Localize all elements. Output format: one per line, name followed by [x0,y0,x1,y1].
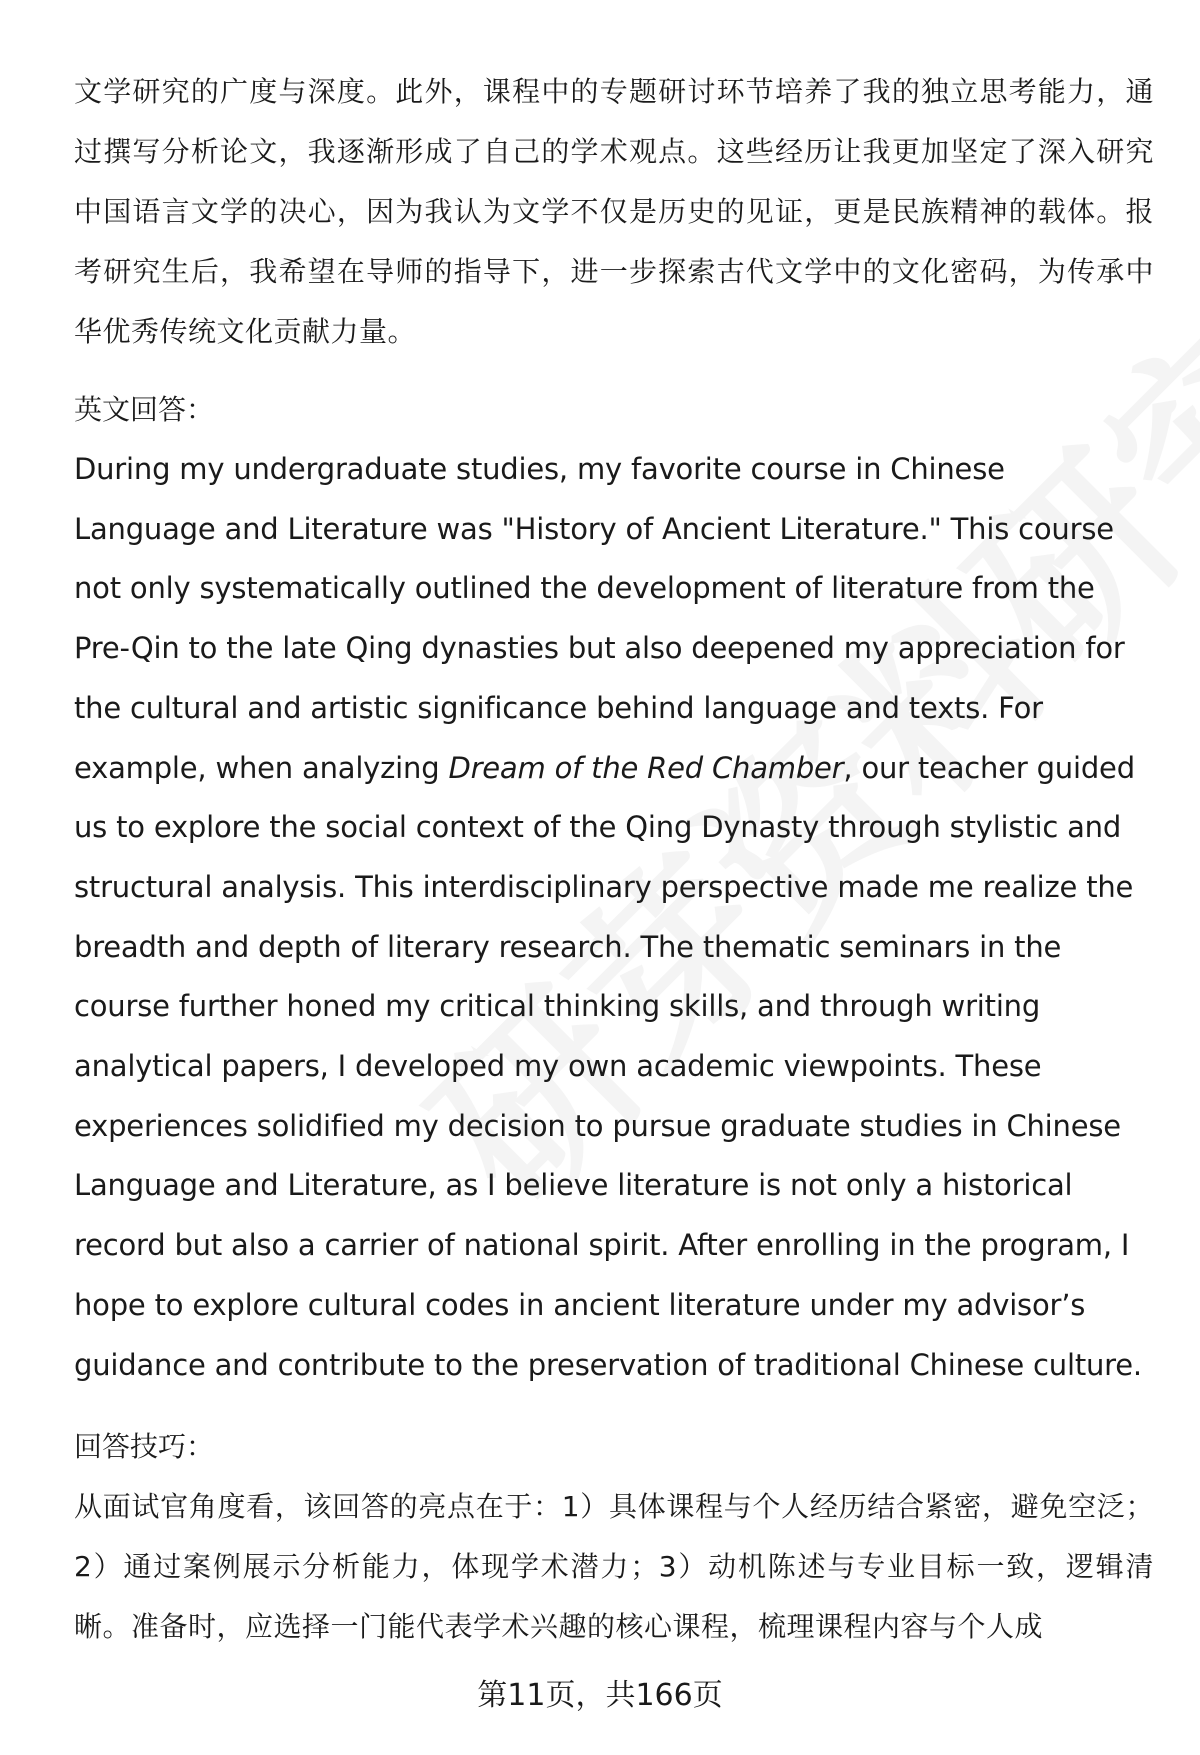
english-answer-paragraph [74,440,1154,1395]
document-page [74,62,1154,1657]
tips-label: 回答技巧： [74,1430,215,1464]
tips-paragraph: 从面试官角度看，该回答的亮点在于：1）具体课程与个人经历结合紧密，避免空泛；2）通过案例展示分析能力，体现学术潜力；3）动机陈述与专业目标一致，逻辑清晰。准备时，应选择一门能代表学术兴趣的核心课程，梳理课程内容与个人成 [74,1490,1154,1644]
page-number-footer: 第11页，共166页 [477,1678,723,1713]
spacer [74,362,1154,380]
spacer [74,1395,1154,1417]
english-text-part-2: , our teacher guided us to explore the social context of the Qing Dynasty through stylistic and structural analysis. This interdisciplinary perspective made me realize the breadth and depth of literary research. The thematic seminars in the course further honed my critical thinking skills, and through writing analytical papers, I developed my own academic viewpoints. These experiences solidified my decision to pursue graduate studies in Chinese Language and Literature, as I believe literature is not only a historical record but also a carrier of national spirit. After enrolling in the program, I hope to explore cultural codes in ancient literature under my advisor’s guidance and contribute to the preservation of traditional Chinese culture. [74,750,1142,1382]
english-text-part-1: During my undergraduate studies, my favorite course in Chinese Language and Literature was "History of Ancient Literature." This course not only systematically outlined the development of literature from the Pre-Qin to the late Qing dynasties but also deepened my appreciation for the cultural and artistic significance behind language and texts. For example, when analyzing [74,452,1125,785]
english-answer-label: 英文回答： [74,393,215,426]
book-title: Dream of the Red Chamber [448,750,844,785]
intro-paragraph: 文学研究的广度与深度。此外，课程中的专题研讨环节培养了我的独立思考能力，通过撰写分析论文，我逐渐形成了自己的学术观点。这些经历让我更加坚定了深入研究中国语言文学的决心，因为我认为文学不仅是历史的见证，更是民族精神的载体。报考研究生后，我希望在导师的指导下，进一步探索古代文学中的文化密码，为传承中华优秀传统文化贡献力量。 [74,75,1154,348]
